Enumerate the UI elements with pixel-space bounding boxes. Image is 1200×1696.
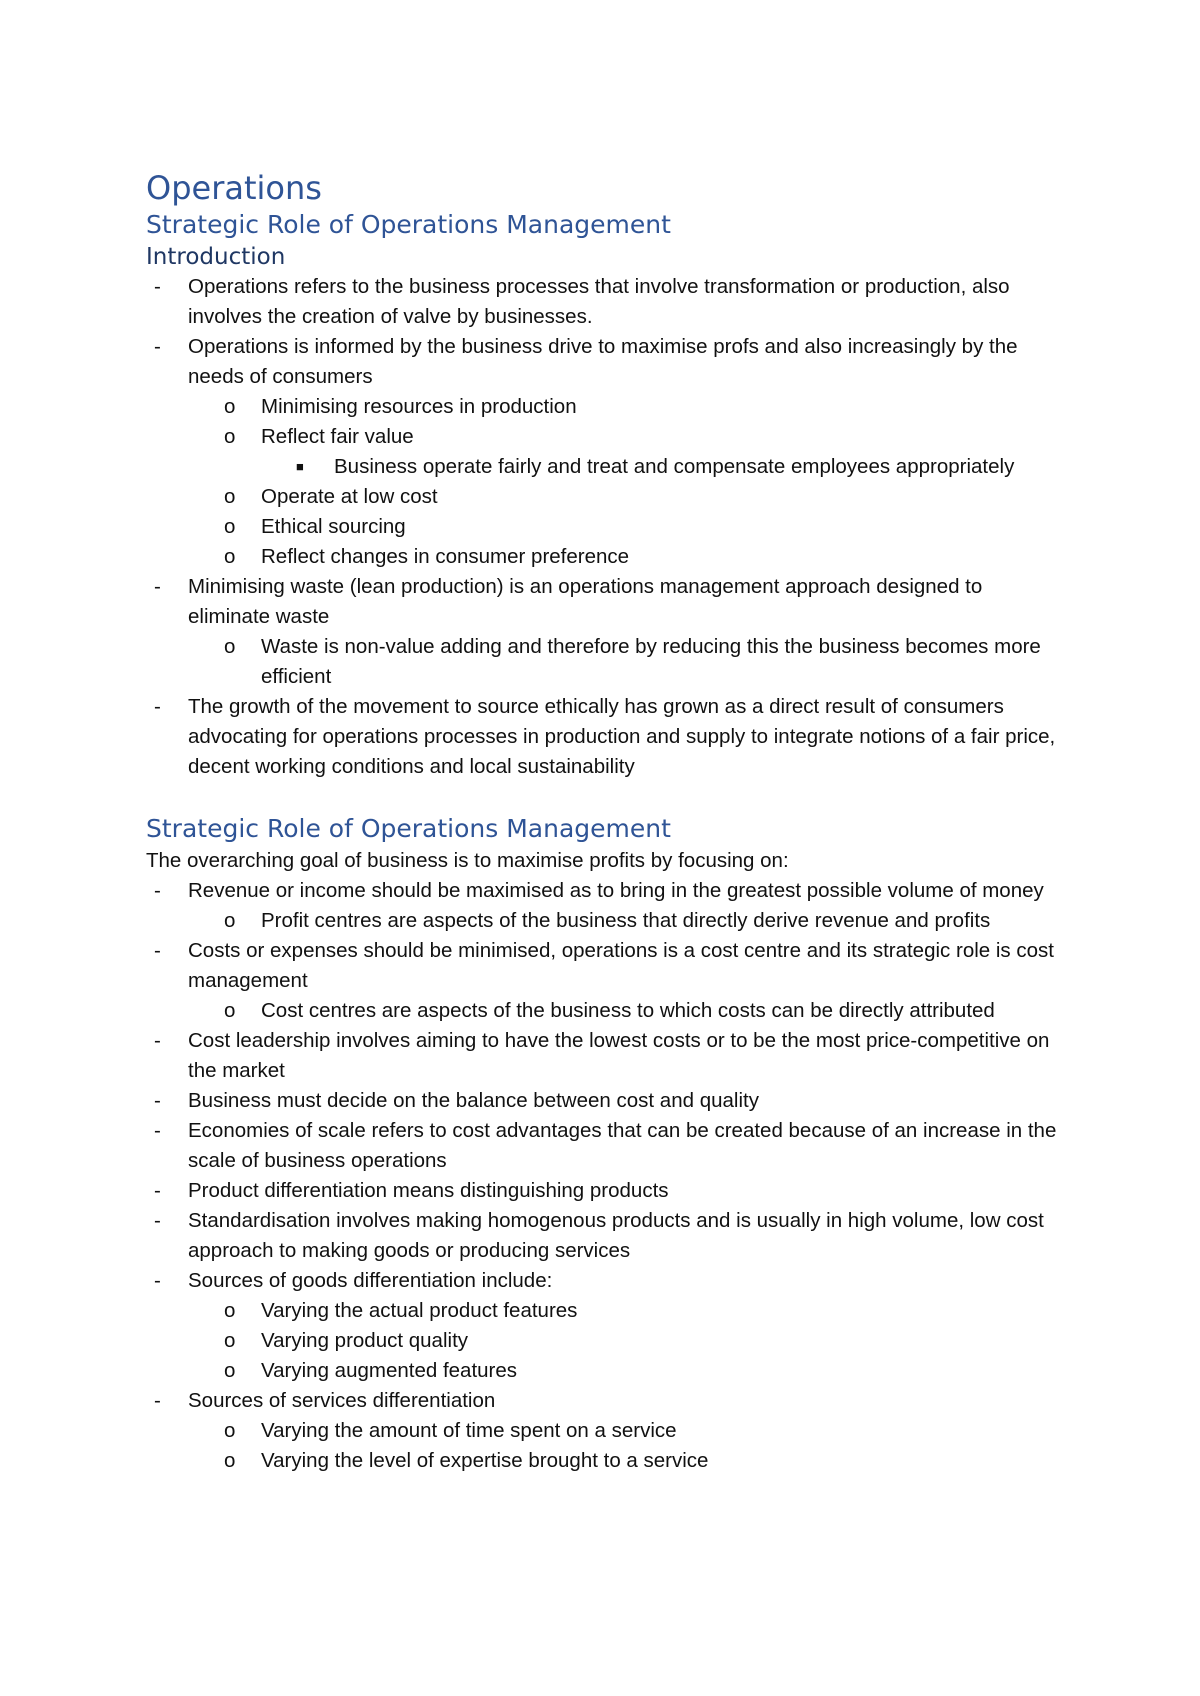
list-item-text: The growth of the movement to source ethically has grown as a direct result of consumers advocating for operations processes in production and supply to integrate notions of a fair price, decent working conditions and local sustainability — [188, 695, 1056, 778]
circle-bullet-icon: o — [224, 1329, 236, 1352]
list-item-text: Varying the actual product features — [261, 1299, 578, 1322]
list-item — [146, 482, 1066, 512]
circle-bullet-icon: o — [224, 1299, 236, 1322]
list-item-text: Sources of services differentiation — [188, 1389, 496, 1412]
dash-bullet-icon: - — [154, 1179, 161, 1202]
list-item — [146, 876, 1066, 906]
circle-bullet-icon: o — [224, 515, 236, 538]
list-item — [146, 1116, 1066, 1176]
list-item-text: Operate at low cost — [261, 485, 438, 508]
list-item-text: Costs or expenses should be minimised, operations is a cost centre and its strategic role is cost management — [188, 939, 1054, 992]
list-item-text: Cost centres are aspects of the business to which costs can be directly attributed — [261, 999, 995, 1022]
list-item-text: Standardisation involves making homogenous products and is usually in high volume, low cost approach to making goods or producing services — [188, 1209, 1044, 1262]
list-item — [146, 996, 1066, 1026]
list-item-text: Cost leadership involves aiming to have the lowest costs or to be the most price-competitive on the market — [188, 1029, 1050, 1082]
dash-bullet-icon: - — [154, 1029, 161, 1052]
list-item — [146, 1296, 1066, 1326]
list-item-text: Business must decide on the balance between cost and quality — [188, 1089, 759, 1112]
dash-bullet-icon: - — [154, 1209, 161, 1232]
dash-bullet-icon: - — [154, 275, 161, 298]
list-item-text: Operations is informed by the business drive to maximise profs and also increasingly by the needs of consumers — [188, 335, 1018, 388]
section2-lead: The overarching goal of business is to maximise profits by focusing on: — [146, 849, 789, 872]
circle-bullet-icon: o — [224, 635, 236, 658]
list-item — [146, 1446, 1066, 1476]
list-item-text: Varying the amount of time spent on a service — [261, 1419, 677, 1442]
dash-bullet-icon: - — [154, 575, 161, 598]
list-item — [146, 936, 1066, 996]
section2-bullet-list — [146, 876, 1066, 1476]
list-item — [146, 1026, 1066, 1086]
dash-bullet-icon: - — [154, 879, 161, 902]
list-item-text: Business operate fairly and treat and compensate employees appropriately — [334, 455, 1015, 478]
list-item — [146, 332, 1066, 392]
list-item — [146, 422, 1066, 452]
list-item-text: Reflect fair value — [261, 425, 414, 448]
list-item — [146, 1386, 1066, 1416]
dash-bullet-icon: - — [154, 939, 161, 962]
section1-bullet-list — [146, 272, 1066, 782]
list-item — [146, 572, 1066, 632]
list-item-text: Varying the level of expertise brought to a service — [261, 1449, 709, 1472]
circle-bullet-icon: o — [224, 1419, 236, 1442]
list-item — [146, 1176, 1066, 1206]
list-item — [146, 1326, 1066, 1356]
dash-bullet-icon: - — [154, 1389, 161, 1412]
square-bullet-icon: ■ — [296, 459, 304, 474]
list-item-text: Economies of scale refers to cost advantages that can be created because of an increase in the scale of business operations — [188, 1119, 1057, 1172]
list-item — [146, 392, 1066, 422]
list-item-text: Operations refers to the business processes that involve transformation or production, also involves the creation of valve by businesses. — [188, 275, 1010, 328]
circle-bullet-icon: o — [224, 909, 236, 932]
section1-subheading: Introduction — [146, 244, 286, 270]
list-item — [146, 632, 1066, 692]
list-item-text: Product differentiation means distinguishing products — [188, 1179, 669, 1202]
list-item — [146, 1416, 1066, 1446]
circle-bullet-icon: o — [224, 1359, 236, 1382]
list-item — [146, 1356, 1066, 1386]
list-item-text: Minimising resources in production — [261, 395, 577, 418]
list-item — [146, 1086, 1066, 1116]
dash-bullet-icon: - — [154, 1269, 161, 1292]
list-item-text: Waste is non-value adding and therefore by reducing this the business becomes more efficient — [261, 635, 1041, 688]
dash-bullet-icon: - — [154, 335, 161, 358]
circle-bullet-icon: o — [224, 999, 236, 1022]
circle-bullet-icon: o — [224, 1449, 236, 1472]
list-item — [146, 542, 1066, 572]
list-item-text: Profit centres are aspects of the business that directly derive revenue and profits — [261, 909, 991, 932]
list-item — [146, 1266, 1066, 1296]
list-item-text: Varying product quality — [261, 1329, 469, 1352]
list-item — [146, 906, 1066, 936]
list-item-text: Sources of goods differentiation include: — [188, 1269, 553, 1292]
list-item-text: Varying augmented features — [261, 1359, 518, 1382]
document-title: Operations — [146, 169, 322, 207]
list-item-text: Reflect changes in consumer preference — [261, 545, 630, 568]
section2-heading: Strategic Role of Operations Management — [146, 814, 671, 843]
list-item — [146, 692, 1066, 782]
dash-bullet-icon: - — [154, 1089, 161, 1112]
list-item — [146, 512, 1066, 542]
circle-bullet-icon: o — [224, 425, 236, 448]
list-item-text: Revenue or income should be maximised as to bring in the greatest possible volume of money — [188, 879, 1044, 902]
document-page — [146, 168, 1066, 1476]
section1-heading: Strategic Role of Operations Management — [146, 210, 671, 239]
dash-bullet-icon: - — [154, 1119, 161, 1142]
list-item — [146, 1206, 1066, 1266]
dash-bullet-icon: - — [154, 695, 161, 718]
list-item — [146, 452, 1066, 482]
circle-bullet-icon: o — [224, 395, 236, 418]
list-item-text: Minimising waste (lean production) is an operations management approach designed to eliminate waste — [188, 575, 983, 628]
list-item — [146, 272, 1066, 332]
circle-bullet-icon: o — [224, 545, 236, 568]
circle-bullet-icon: o — [224, 485, 236, 508]
list-item-text: Ethical sourcing — [261, 515, 406, 538]
